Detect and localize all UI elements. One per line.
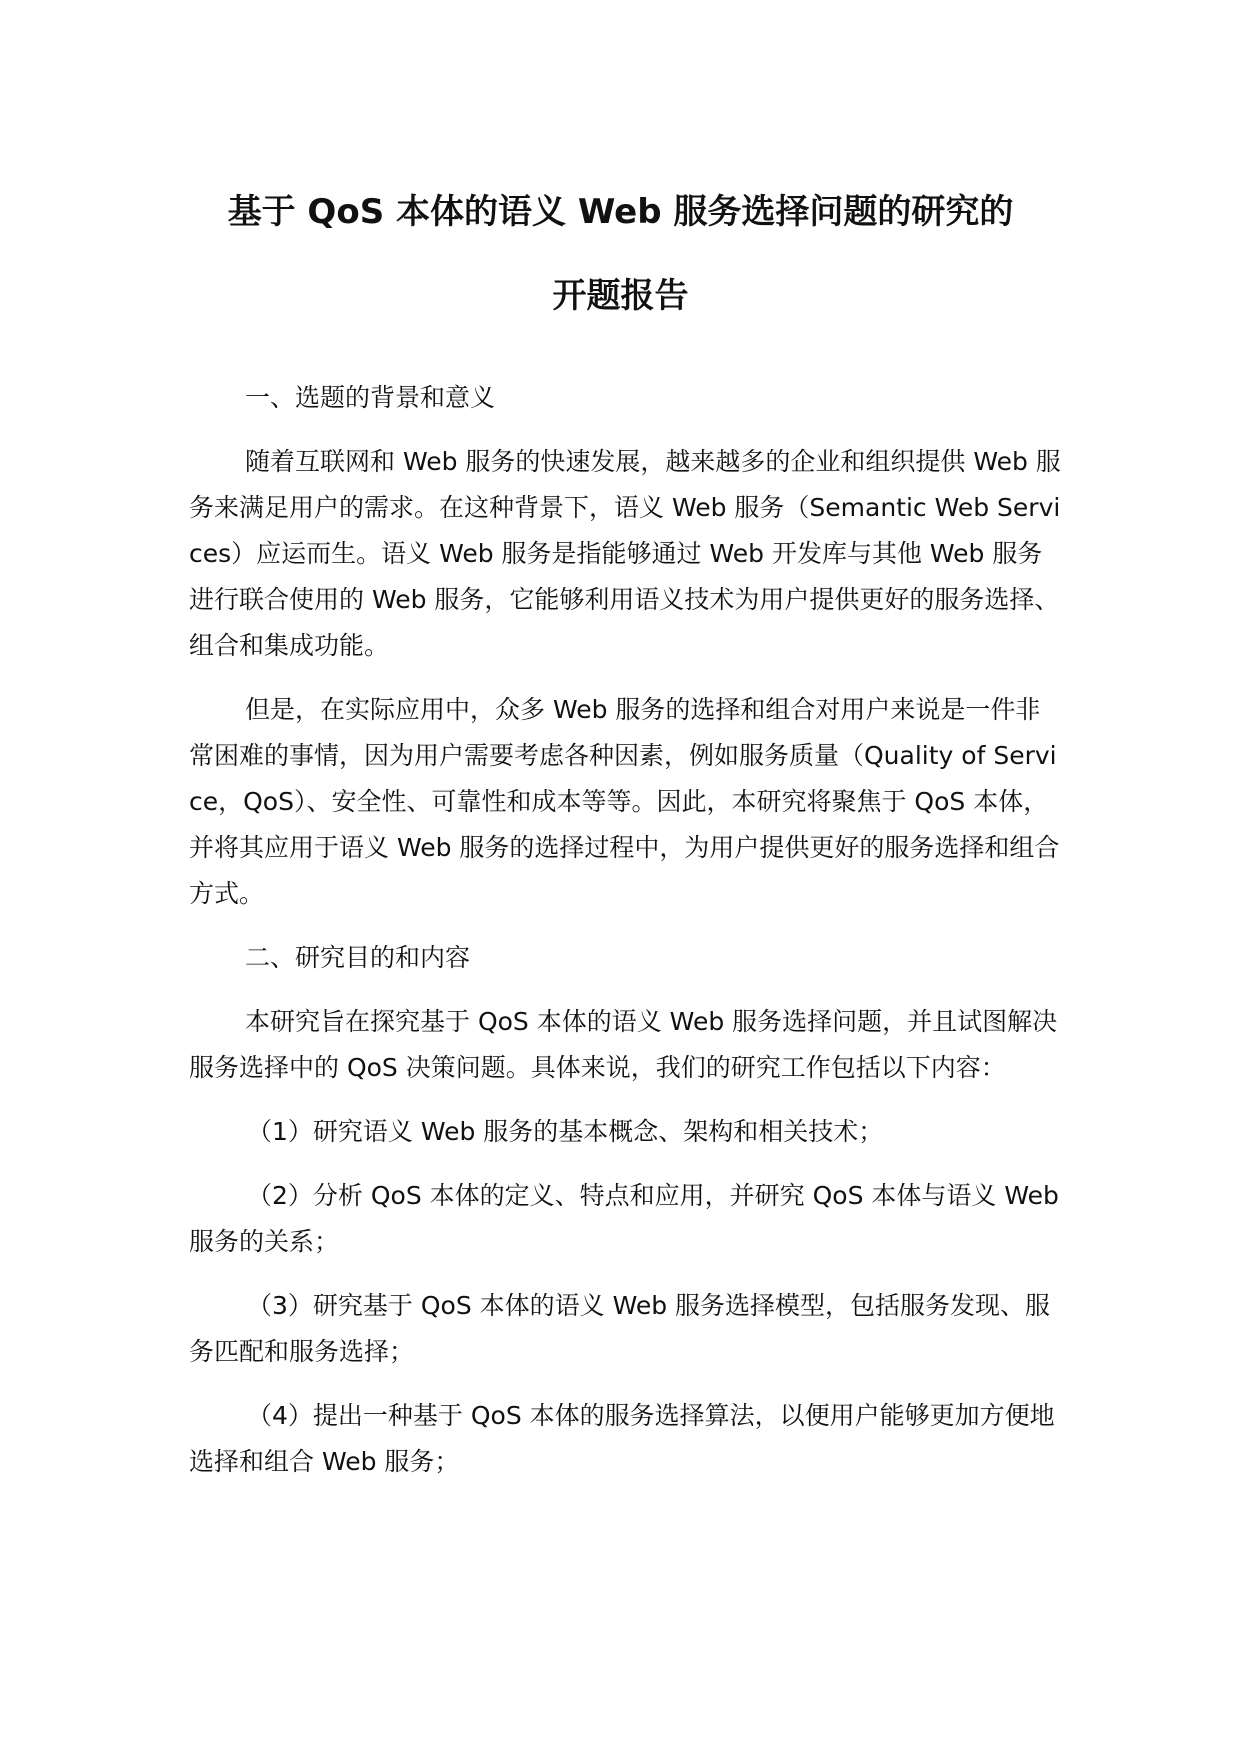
list-item-1: （1）研究语义 Web 服务的基本概念、架构和相关技术； — [247, 1117, 884, 1146]
section-heading-background: 一、选题的背景和意义 — [245, 383, 496, 412]
title-line-2: 开题报告 — [552, 276, 689, 316]
list-item-3: （3）研究基于 QoS 本体的语义 Web 服务选择模型，包括服务发现、服务匹配和服务选择； — [189, 1291, 1051, 1366]
list-item-2: （2）分析 QoS 本体的定义、特点和应用，并研究 QoS 本体与语义 Web 服务的关系； — [189, 1181, 1059, 1256]
title-line-1: 基于 QoS 本体的语义 Web 服务选择问题的研究的 — [227, 192, 1014, 232]
paragraph-background-2: 但是，在实际应用中，众多 Web 服务的选择和组合对用户来说是一件非常困难的事情，因为用户需要考虑各种因素，例如服务质量（Quality of Service，QoS）、安全性、可靠性和成本等等。因此，本研究将聚焦于 QoS 本体，并将其应用于语义 Web 服务的选择过程中，为用户提供更好的服务选择和组合方式。 — [189, 695, 1060, 908]
document-body — [189, 375, 1065, 1503]
paragraph-objectives-intro: 本研究旨在探究基于 QoS 本体的语义 Web 服务选择问题，并且试图解决服务选择中的 QoS 决策问题。具体来说，我们的研究工作包括以下内容： — [189, 1007, 1058, 1082]
paragraph-background-1: 随着互联网和 Web 服务的快速发展，越来越多的企业和组织提供 Web 服务来满足用户的需求。在这种背景下，语义 Web 服务（Semantic Web Services）应运而生。语义 Web 服务是指能够通过 Web 开发库与其他 Web 服务进行联合使用的 Web 服务，它能够利用语义技术为用户提供更好的服务选择、组合和集成功能。 — [189, 447, 1061, 660]
list-item-4: （4）提出一种基于 QoS 本体的服务选择算法，以便用户能够更加方便地选择和组合 Web 服务； — [189, 1401, 1055, 1476]
document-title — [160, 170, 1081, 338]
section-heading-objectives: 二、研究目的和内容 — [245, 943, 471, 972]
